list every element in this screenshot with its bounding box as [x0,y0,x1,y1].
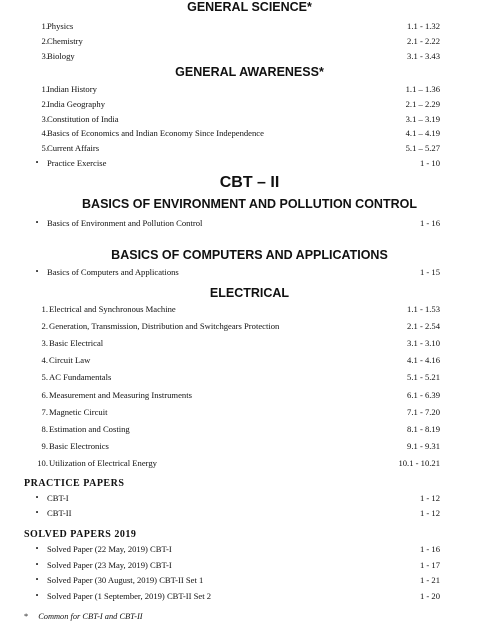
toc-entry [0,560,499,573]
entry-number: 4. [41,128,48,139]
entry-title: AC Fundamentals [49,372,112,383]
entry-pages: 8.1 - 8.19 [407,423,440,434]
toc-entry [0,424,499,437]
toc-entry [0,158,499,171]
entry-title: Generation, Transmission, Distribution and Switchgears Protection [49,321,280,332]
toc-entry [0,321,499,334]
entry-number: 7. [41,406,48,417]
entry-pages: 4.1 - 4.16 [407,355,440,366]
entry-title: India Geography [47,98,105,109]
entry-pages: 1.1 - 1.53 [407,304,440,314]
entry-number: 4. [41,355,48,366]
entry-title: Constitution of India [47,113,119,124]
entry-title: Solved Paper (1 September, 2019) CBT-II Set 2 [47,590,212,601]
toc-entry [0,591,499,604]
toc-entry [0,441,499,454]
entry-title: Circuit Law [49,355,91,366]
toc-entry [0,114,499,127]
entry-pages: 1 - 20 [419,590,440,601]
bullet: • [35,267,39,276]
bullet: • [35,218,39,227]
entry-pages: 6.1 - 6.39 [407,389,440,400]
entry-pages: 5.1 - 5.21 [407,372,440,383]
toc-entry [0,21,499,34]
toc-entry [0,51,499,64]
bullet: • [35,508,39,517]
footnote [24,612,143,621]
entry-title: Current Affairs [47,143,100,154]
entry-pages: 7.1 - 7.20 [407,406,440,417]
entry-pages: 3.1 - 3.10 [407,338,440,349]
entry-title: Basics of Economics and Indian Economy Since Independence [47,128,264,139]
entry-number: 3. [41,51,48,62]
entry-number: 6. [41,389,48,400]
entry-pages: 4.1 – 4.19 [405,128,440,139]
toc-entry [0,508,499,521]
heading-cbt-ii: CBT – II [219,174,280,191]
toc-entry [0,267,499,280]
entry-number: 1. [41,84,48,94]
entry-pages: 2.1 - 2.54 [407,321,440,332]
entry-pages: 1 - 17 [419,559,440,570]
entry-pages: 1 - 16 [419,218,440,228]
bullet: • [35,158,39,167]
entry-pages: 1.1 - 1.32 [407,21,440,31]
toc-entry [0,304,499,317]
entry-title: Solved Paper (23 May, 2019) CBT-I [47,559,172,570]
toc-entry [0,99,499,112]
entry-pages: 3.1 – 3.19 [405,113,440,124]
entry-title: Electrical and Synchronous Machine [49,304,176,314]
entry-title: Physics [47,21,74,31]
toc-entry [0,143,499,156]
heading-general-awareness: GENERAL AWARENESS* [175,65,324,79]
entry-title: Estimation and Costing [49,423,130,434]
entry-pages: 10.1 - 10.21 [398,457,440,468]
bullet: • [35,493,39,502]
entry-number: 5. [41,372,48,383]
entry-number: 3. [41,113,48,124]
entry-title: Basics of Computers and Applications [47,267,179,277]
entry-pages: 5.1 – 5.27 [405,143,440,154]
entry-title: Utilization of Electrical Energy [49,457,157,468]
entry-title: CBT-II [47,508,72,518]
toc-entry [0,493,499,506]
entry-title: Measurement and Measuring Instruments [49,389,192,400]
entry-number: 3. [41,338,48,349]
toc-entry [0,372,499,385]
toc-entry [0,575,499,588]
entry-number: 1. [41,21,48,31]
entry-pages: 1 - 16 [419,544,440,554]
entry-number: 8. [41,423,48,434]
entry-title: Biology [47,51,75,62]
entry-pages: 1 - 21 [419,575,440,585]
entry-title: Indian History [47,84,97,94]
footnote-marker: * [24,612,29,621]
entry-pages: 2.1 – 2.29 [405,98,440,109]
toc-entry [0,218,499,231]
entry-pages: 1 - 15 [419,267,440,277]
entry-number: 9. [41,440,48,451]
entry-number: 2. [41,98,48,109]
toc-entry [0,84,499,97]
toc-entry [0,128,499,141]
entry-pages: 9.1 - 9.31 [407,440,440,451]
toc-entry [0,355,499,368]
entry-title: Solved Paper (30 August, 2019) CBT-II Set 1 [47,575,204,585]
entry-pages: 3.1 - 3.43 [407,51,440,62]
bullet: • [35,559,39,569]
subheading-solved-papers: SOLVED PAPERS 2019 [24,529,137,540]
entry-title: Magnetic Circuit [49,406,108,417]
subheading-practice-papers: PRACTICE PAPERS [24,478,125,489]
entry-pages: 2.1 - 2.22 [407,36,440,47]
entry-pages: 1.1 – 1.36 [405,84,440,94]
bullet: • [35,575,39,584]
entry-number: 2. [41,321,48,332]
entry-pages: 1 - 10 [419,158,440,168]
entry-pages: 1 - 12 [419,508,440,518]
entry-number: 10. [37,457,48,468]
entry-title: Solved Paper (22 May, 2019) CBT-I [47,544,172,554]
heading-computers: BASICS OF COMPUTERS AND APPLICATIONS [111,248,388,262]
toc-entry [0,407,499,420]
heading-environment: BASICS OF ENVIRONMENT AND POLLUTION CONTROL [82,197,417,211]
toc-entry [0,338,499,351]
toc-entry [0,36,499,49]
entry-pages: 1 - 12 [419,493,440,503]
entry-title: Chemistry [47,36,83,47]
entry-title: Basics of Environment and Pollution Control [47,218,203,228]
toc-entry [0,544,499,557]
heading-general-science: GENERAL SCIENCE* [187,0,312,14]
entry-number: 5. [41,143,48,154]
entry-number: 2. [41,36,48,47]
toc-entry [0,390,499,403]
bullet: • [35,544,39,553]
entry-title: Practice Exercise [47,158,107,168]
entry-title: CBT-I [47,493,69,503]
entry-number: 1. [41,304,48,314]
toc-entry [0,458,499,471]
footnote-text: Common for CBT-I and CBT-II [38,612,143,621]
entry-title: Basic Electrical [49,338,104,349]
heading-electrical: ELECTRICAL [209,286,290,300]
bullet: • [35,590,39,600]
entry-title: Basic Electronics [49,440,109,451]
